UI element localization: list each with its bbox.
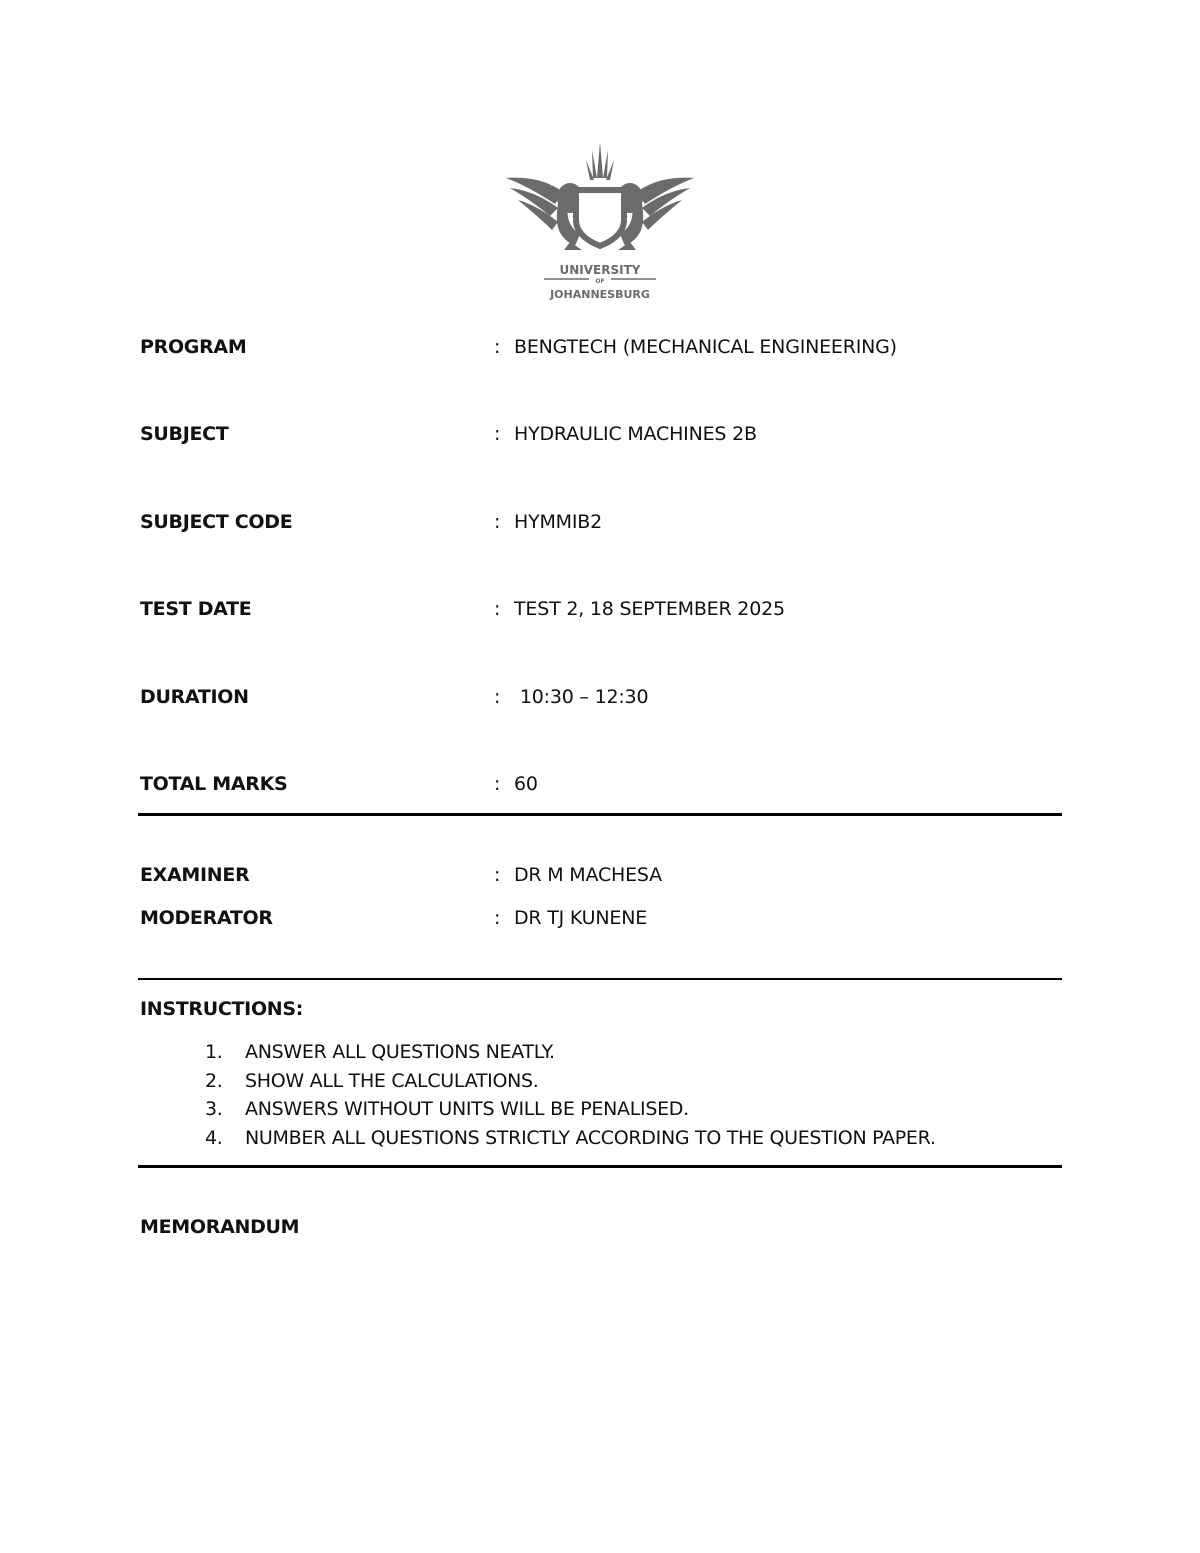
duration-value: 10:30 – 12:30 — [514, 686, 649, 708]
item-text: SHOW ALL THE CALCULATIONS. — [245, 1069, 539, 1092]
list-item — [205, 1038, 1065, 1067]
total-marks-row — [140, 769, 1062, 799]
colon: : — [494, 686, 501, 708]
duration-label: DURATION — [140, 686, 249, 708]
subject-code-value: HYMMIB2 — [514, 511, 603, 533]
list-item — [205, 1095, 1065, 1124]
coat-of-arms-icon — [500, 138, 700, 306]
subject-code-label: SUBJECT CODE — [140, 511, 293, 533]
subject-code-row — [140, 507, 1062, 537]
program-value: BENGTECH (MECHANICAL ENGINEERING) — [514, 336, 897, 358]
test-date-row — [140, 594, 1062, 624]
subject-label: SUBJECT — [140, 423, 229, 445]
instructions-list — [205, 1038, 1065, 1152]
test-date-value: TEST 2, 18 SEPTEMBER 2025 — [514, 598, 785, 620]
examiner-row — [140, 860, 1062, 890]
colon: : — [494, 773, 501, 795]
divider — [138, 978, 1062, 980]
moderator-label: MODERATOR — [140, 907, 273, 929]
program-row — [140, 332, 1062, 362]
examiner-label: EXAMINER — [140, 864, 250, 886]
item-number: 1. — [205, 1041, 223, 1063]
subject-row — [140, 419, 1062, 449]
colon: : — [494, 336, 501, 358]
item-number: 3. — [205, 1098, 223, 1120]
list-item — [205, 1124, 1065, 1153]
colon: : — [494, 907, 501, 929]
total-marks-label: TOTAL MARKS — [140, 773, 288, 795]
total-marks-value: 60 — [514, 773, 538, 795]
duration-row — [140, 682, 1062, 712]
item-text: ANSWERS WITHOUT UNITS WILL BE PENALISED. — [245, 1098, 689, 1120]
logo-line2: OF — [595, 278, 605, 285]
moderator-row — [140, 903, 1062, 933]
subject-value: HYDRAULIC MACHINES 2B — [514, 423, 757, 445]
item-text: ANSWER ALL QUESTIONS NEATLY. — [245, 1041, 555, 1063]
divider — [138, 813, 1062, 816]
item-number: 4. — [205, 1126, 223, 1149]
examiner-value: DR M MACHESA — [514, 864, 662, 886]
program-label: PROGRAM — [140, 336, 247, 358]
colon: : — [494, 511, 501, 533]
colon: : — [494, 598, 501, 620]
logo-line1: UNIVERSITY — [559, 263, 641, 277]
item-number: 2. — [205, 1069, 223, 1092]
instructions-heading: INSTRUCTIONS: — [140, 998, 304, 1020]
logo-line3: JOHANNESBURG — [550, 288, 650, 301]
university-logo — [500, 138, 700, 306]
item-text: NUMBER ALL QUESTIONS STRICTLY ACCORDING TO THE QUESTION PAPER. — [245, 1126, 936, 1149]
list-item — [205, 1067, 1065, 1096]
memorandum-label: MEMORANDUM — [140, 1216, 300, 1238]
colon: : — [494, 423, 501, 445]
divider — [138, 1165, 1062, 1168]
test-date-label: TEST DATE — [140, 598, 252, 620]
moderator-value: DR TJ KUNENE — [514, 907, 648, 929]
colon: : — [494, 864, 501, 886]
